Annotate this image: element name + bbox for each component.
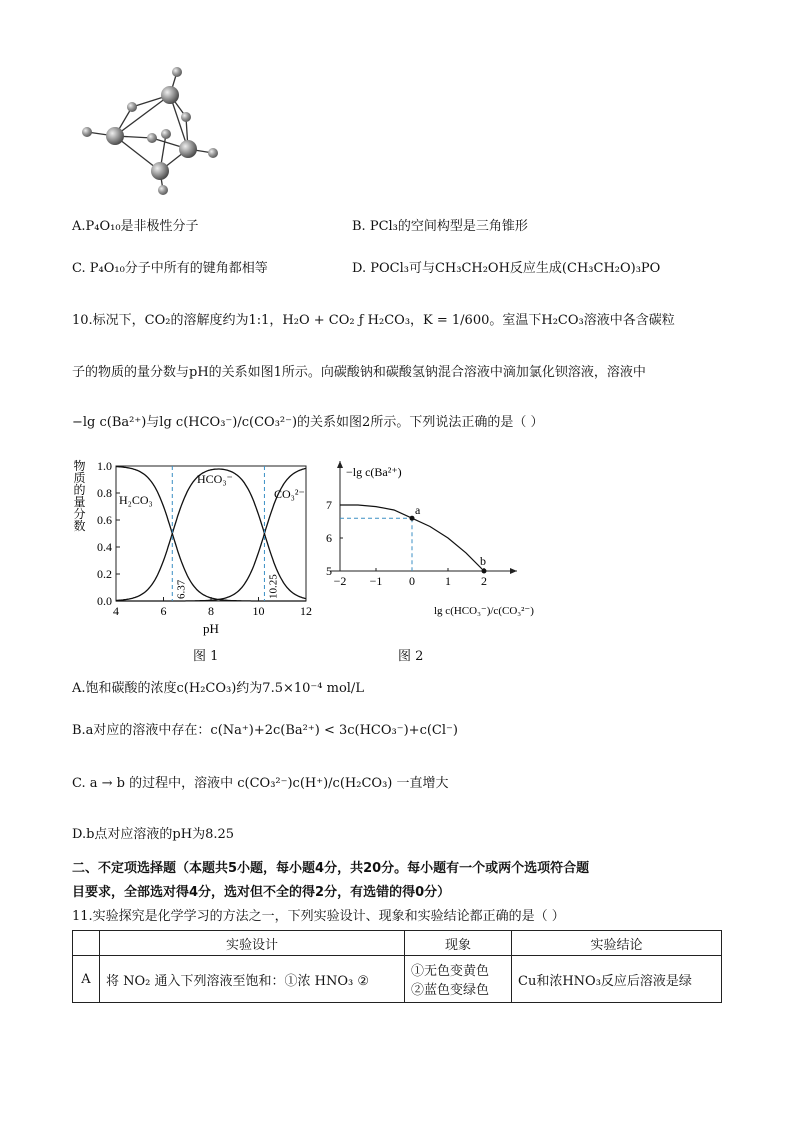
y-tick-label: 1.0: [97, 459, 112, 473]
cell-phenomenon: [405, 956, 512, 1003]
x-tick-label: 4: [113, 604, 119, 618]
q10-stem-line1: 10.标况下，CO₂的溶解度约为1:1，H₂O + CO₂ ƒ H₂CO₃，K = 1/600。室温下H₂CO₃溶液中各含碳粒: [72, 313, 675, 328]
q9-option-d: D. POCl₃可与CH₃CH₂OH反应生成(CH₃CH₂O)₃PO: [352, 261, 661, 276]
q10-option-c: C. a → b 的过程中，溶液中 c(CO₃²⁻)c(H⁺)/c(H₂CO₃) 一直增大: [72, 776, 449, 791]
table-row: [73, 956, 722, 1003]
table-corner-cell: [73, 931, 100, 956]
x-tick-label: 8: [208, 604, 214, 618]
point-a-label: a: [415, 503, 421, 518]
phenomenon-2: ②蓝色变绿色: [411, 983, 490, 998]
y-tick-label: 0.8: [97, 486, 112, 500]
x-tick-label: 2: [481, 574, 487, 588]
cell-design: 将 NO₂ 通入下列溶液至饱和：①浓 HNO₃ ②: [100, 956, 405, 1003]
q10-stem-line3: −lg c(Ba²⁺)与lg c(HCO₃⁻)/c(CO₃²⁻)的关系如图2所示。下列说法正确的是（ ）: [72, 415, 544, 430]
figure-1-caption: 图 1: [193, 649, 219, 664]
x-tick-label: 6: [160, 604, 167, 618]
x-tick-label: 10: [252, 604, 265, 618]
header-phenomenon: 现象: [405, 931, 512, 956]
q11-stem: 11.实验探究是化学学习的方法之一，下列实验设计、现象和实验结论都正确的是（ ）: [72, 909, 565, 924]
series-label-h2co3: H₂CO₃: [119, 493, 153, 507]
point-b-label: b: [480, 554, 486, 568]
y-axis-label: 物质的量分数: [72, 459, 86, 532]
x-axis-arrow: [510, 568, 517, 574]
pka-annotation: 10.25: [267, 574, 280, 599]
molecule-image: [75, 62, 225, 200]
q10-option-a: A.饱和碳酸的浓度c(H₂CO₃)约为7.5×10⁻⁴ mol/L: [72, 681, 364, 696]
x-tick-label: −2: [333, 574, 347, 588]
y-axis-label: −lg c(Ba²⁺): [346, 465, 402, 479]
y-tick-label: 0.4: [97, 540, 112, 554]
row-label: A: [73, 956, 100, 1003]
x-axis-label: lg c(HCO₃⁻)/c(CO₃²⁻): [434, 605, 534, 617]
q10-option-b: B.a对应的溶液中存在：c(Na⁺)+2c(Ba²⁺) < 3c(HCO₃⁻)+c(Cl⁻): [72, 723, 458, 738]
cell-conclusion: Cu和浓HNO₃反应后溶液是绿: [512, 956, 722, 1003]
y-tick-label: 6: [326, 531, 332, 545]
x-tick-label: −1: [369, 574, 383, 588]
y-tick-label: 0.2: [97, 567, 112, 581]
y-axis-arrow: [337, 461, 343, 468]
header-design: 实验设计: [100, 931, 405, 956]
y-tick-label: 0.6: [97, 513, 112, 527]
y-tick-label: 5: [326, 564, 332, 578]
section-2-heading-line1: 二、不定项选择题（本题共5小题，每小题4分，共20分。每小题有一个或两个选项符合题: [72, 861, 590, 876]
point-a: [410, 516, 415, 521]
x-axis-label: pH: [203, 621, 219, 636]
pka-annotation: 6.37: [175, 579, 188, 599]
header-conclusion: 实验结论: [512, 931, 722, 956]
x-tick-label: 1: [445, 574, 451, 588]
figure-1-chart: [66, 456, 318, 642]
q9-option-a: A.P₄O₁₀是非极性分子: [72, 219, 199, 234]
series-label-hco3: HCO₃⁻: [197, 472, 233, 486]
figure-2-caption: 图 2: [398, 649, 424, 664]
point-b: [482, 569, 487, 574]
q10-option-d: D.b点对应溶液的pH为8.25: [72, 827, 235, 842]
y-tick-label: 0.0: [97, 594, 112, 608]
series-label-co3: CO₃²⁻: [274, 487, 305, 501]
figure-2-chart: [322, 456, 534, 642]
q10-stem-line2: 子的物质的量分数与pH的关系如图1所示。向碳酸钠和碳酸氢钠混合溶液中滴加氯化钡溶液，溶液中: [72, 365, 646, 380]
phenomenon-1: ①无色变黄色: [411, 964, 490, 979]
x-tick-label: 0: [409, 574, 415, 588]
q9-option-c: C. P₄O₁₀分子中所有的键角都相等: [72, 261, 268, 276]
x-tick-label: 12: [300, 604, 312, 618]
q9-option-b: B. PCl₃的空间构型是三角锥形: [352, 219, 528, 234]
y-tick-label: 7: [326, 498, 332, 512]
section-2-heading-line2: 目要求，全部选对得4分，选对但不全的得2分，有选错的得0分）: [72, 885, 451, 900]
q11-table: [72, 930, 722, 1003]
